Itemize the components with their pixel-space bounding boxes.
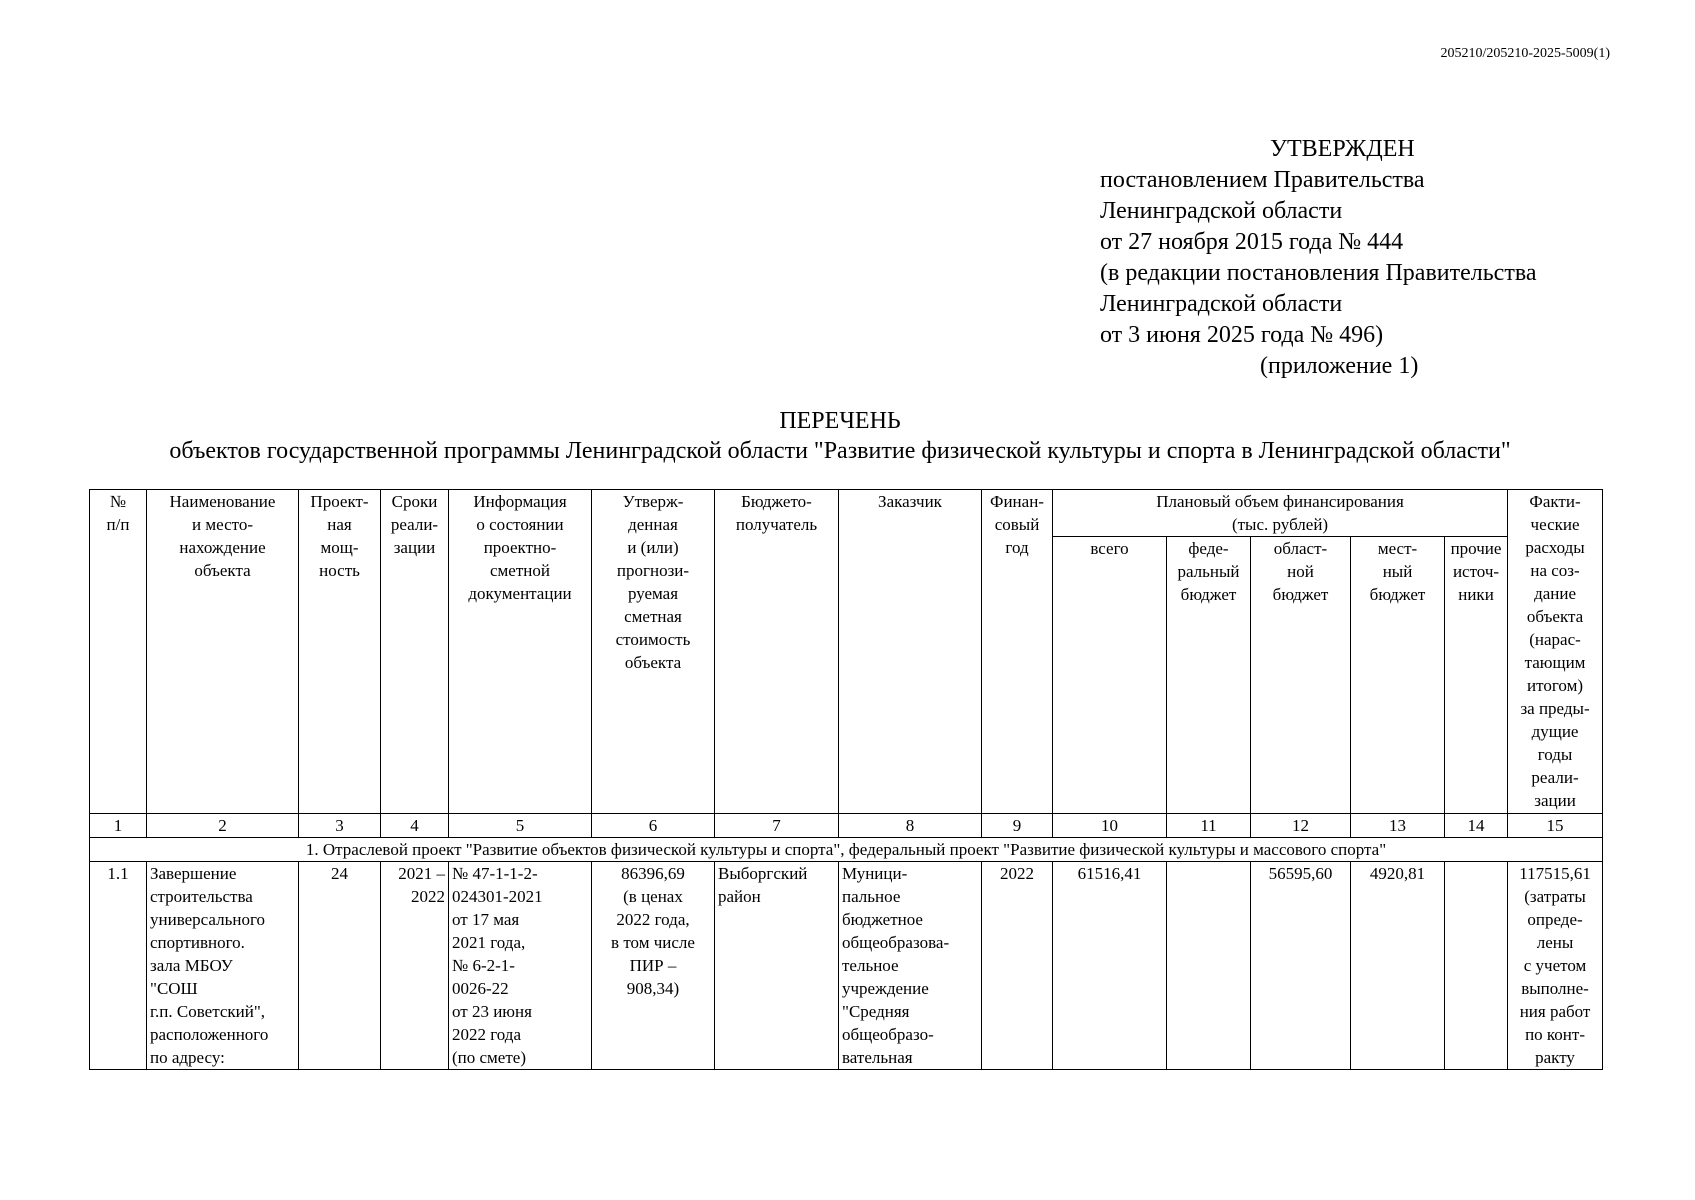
header-federal: феде- ральный бюджет bbox=[1167, 537, 1251, 814]
approval-line: от 3 июня 2025 года № 496) bbox=[1100, 322, 1384, 348]
cell-federal bbox=[1167, 862, 1251, 1070]
objects-table bbox=[89, 489, 1603, 1070]
cell-name: Завершение строительства универсального спортивного. зала МБОУ "СОШ г.п. Советский", расположенного по адресу: bbox=[147, 862, 299, 1070]
section-row bbox=[90, 838, 1603, 862]
header-local: мест- ный бюджет bbox=[1351, 537, 1445, 814]
column-number: 8 bbox=[839, 814, 982, 838]
column-number: 5 bbox=[449, 814, 592, 838]
cell-no: 1.1 bbox=[90, 862, 147, 1070]
cell-actual: 117515,61 (затраты опреде- лены с учетом выполне- ния работ по конт- ракту bbox=[1508, 862, 1603, 1070]
column-number: 4 bbox=[381, 814, 449, 838]
column-number: 11 bbox=[1167, 814, 1251, 838]
table-row bbox=[90, 862, 1603, 1070]
approval-line: от 27 ноября 2015 года № 444 bbox=[1100, 229, 1404, 255]
column-number: 6 bbox=[592, 814, 715, 838]
cell-cost: 86396,69 (в ценах 2022 года, в том числе ПИР – 908,34) bbox=[592, 862, 715, 1070]
cell-other bbox=[1445, 862, 1508, 1070]
cell-recipient: Выборгский район bbox=[715, 862, 839, 1070]
approval-line: постановлением Правительства bbox=[1100, 167, 1425, 193]
table-header-row bbox=[90, 490, 1603, 537]
column-number: 10 bbox=[1053, 814, 1167, 838]
header-terms: Сроки реали- зации bbox=[381, 490, 449, 814]
column-number: 9 bbox=[982, 814, 1053, 838]
header-planned: Плановый объем финансирования (тыс. рублей) bbox=[1053, 490, 1508, 537]
document-title-block bbox=[60, 406, 1620, 466]
document-id: 205210/205210-2025-5009(1) bbox=[1440, 46, 1610, 61]
cell-capacity: 24 bbox=[299, 862, 381, 1070]
column-number: 12 bbox=[1251, 814, 1351, 838]
column-number-row bbox=[90, 814, 1603, 838]
header-customer: Заказчик bbox=[839, 490, 982, 814]
cell-customer: Муници- пальное бюджетное общеобразова- тельное учреждение "Средняя общеобразо- вательная bbox=[839, 862, 982, 1070]
cell-year: 2022 bbox=[982, 862, 1053, 1070]
column-number: 1 bbox=[90, 814, 147, 838]
approval-line: Ленинградской области bbox=[1100, 198, 1343, 224]
section-title: 1. Отраслевой проект "Развитие объектов физической культуры и спорта", федеральный проект "Развитие физической культуры и массового спорта" bbox=[90, 838, 1603, 862]
cell-total: 61516,41 bbox=[1053, 862, 1167, 1070]
column-number: 7 bbox=[715, 814, 839, 838]
column-number: 2 bbox=[147, 814, 299, 838]
header-no: № п/п bbox=[90, 490, 147, 814]
approval-line: (в редакции постановления Правительства bbox=[1100, 260, 1537, 286]
document-subtitle: объектов государственной программы Ленинградской области "Развитие физической культуры и спорта в Ленинградской области" bbox=[169, 438, 1511, 464]
header-actual: Факти- ческие расходы на соз- дание объекта (нарас- тающим итогом) за преды- дущие годы реали- зации bbox=[1508, 490, 1603, 814]
cell-regional: 56595,60 bbox=[1251, 862, 1351, 1070]
header-other: прочие источ- ники bbox=[1445, 537, 1508, 814]
header-year: Финан- совый год bbox=[982, 490, 1053, 814]
cell-docs: № 47-1-1-2- 024301-2021 от 17 мая 2021 года, № 6-2-1- 0026-22 от 23 июня 2022 года (по смете) bbox=[449, 862, 592, 1070]
header-docs: Информация о состоянии проектно- сметной документации bbox=[449, 490, 592, 814]
document-title: ПЕРЕЧЕНЬ bbox=[779, 408, 901, 434]
header-total: всего bbox=[1053, 537, 1167, 814]
header-recipient: Бюджето- получатель bbox=[715, 490, 839, 814]
approval-line: Ленинградской области bbox=[1100, 291, 1343, 317]
header-regional: област- ной бюджет bbox=[1251, 537, 1351, 814]
column-number: 14 bbox=[1445, 814, 1508, 838]
approval-stamp bbox=[1100, 134, 1660, 382]
approval-attachment: (приложение 1) bbox=[1260, 353, 1419, 379]
header-name: Наименование и место- нахождение объекта bbox=[147, 490, 299, 814]
header-cost: Утверж- денная и (или) прогнози- руемая сметная стоимость объекта bbox=[592, 490, 715, 814]
cell-local: 4920,81 bbox=[1351, 862, 1445, 1070]
column-number: 3 bbox=[299, 814, 381, 838]
header-capacity: Проект- ная мощ- ность bbox=[299, 490, 381, 814]
approval-heading: УТВЕРЖДЕН bbox=[1270, 136, 1415, 162]
cell-terms: 2021 – 2022 bbox=[381, 862, 449, 1070]
column-number: 13 bbox=[1351, 814, 1445, 838]
column-number: 15 bbox=[1508, 814, 1603, 838]
